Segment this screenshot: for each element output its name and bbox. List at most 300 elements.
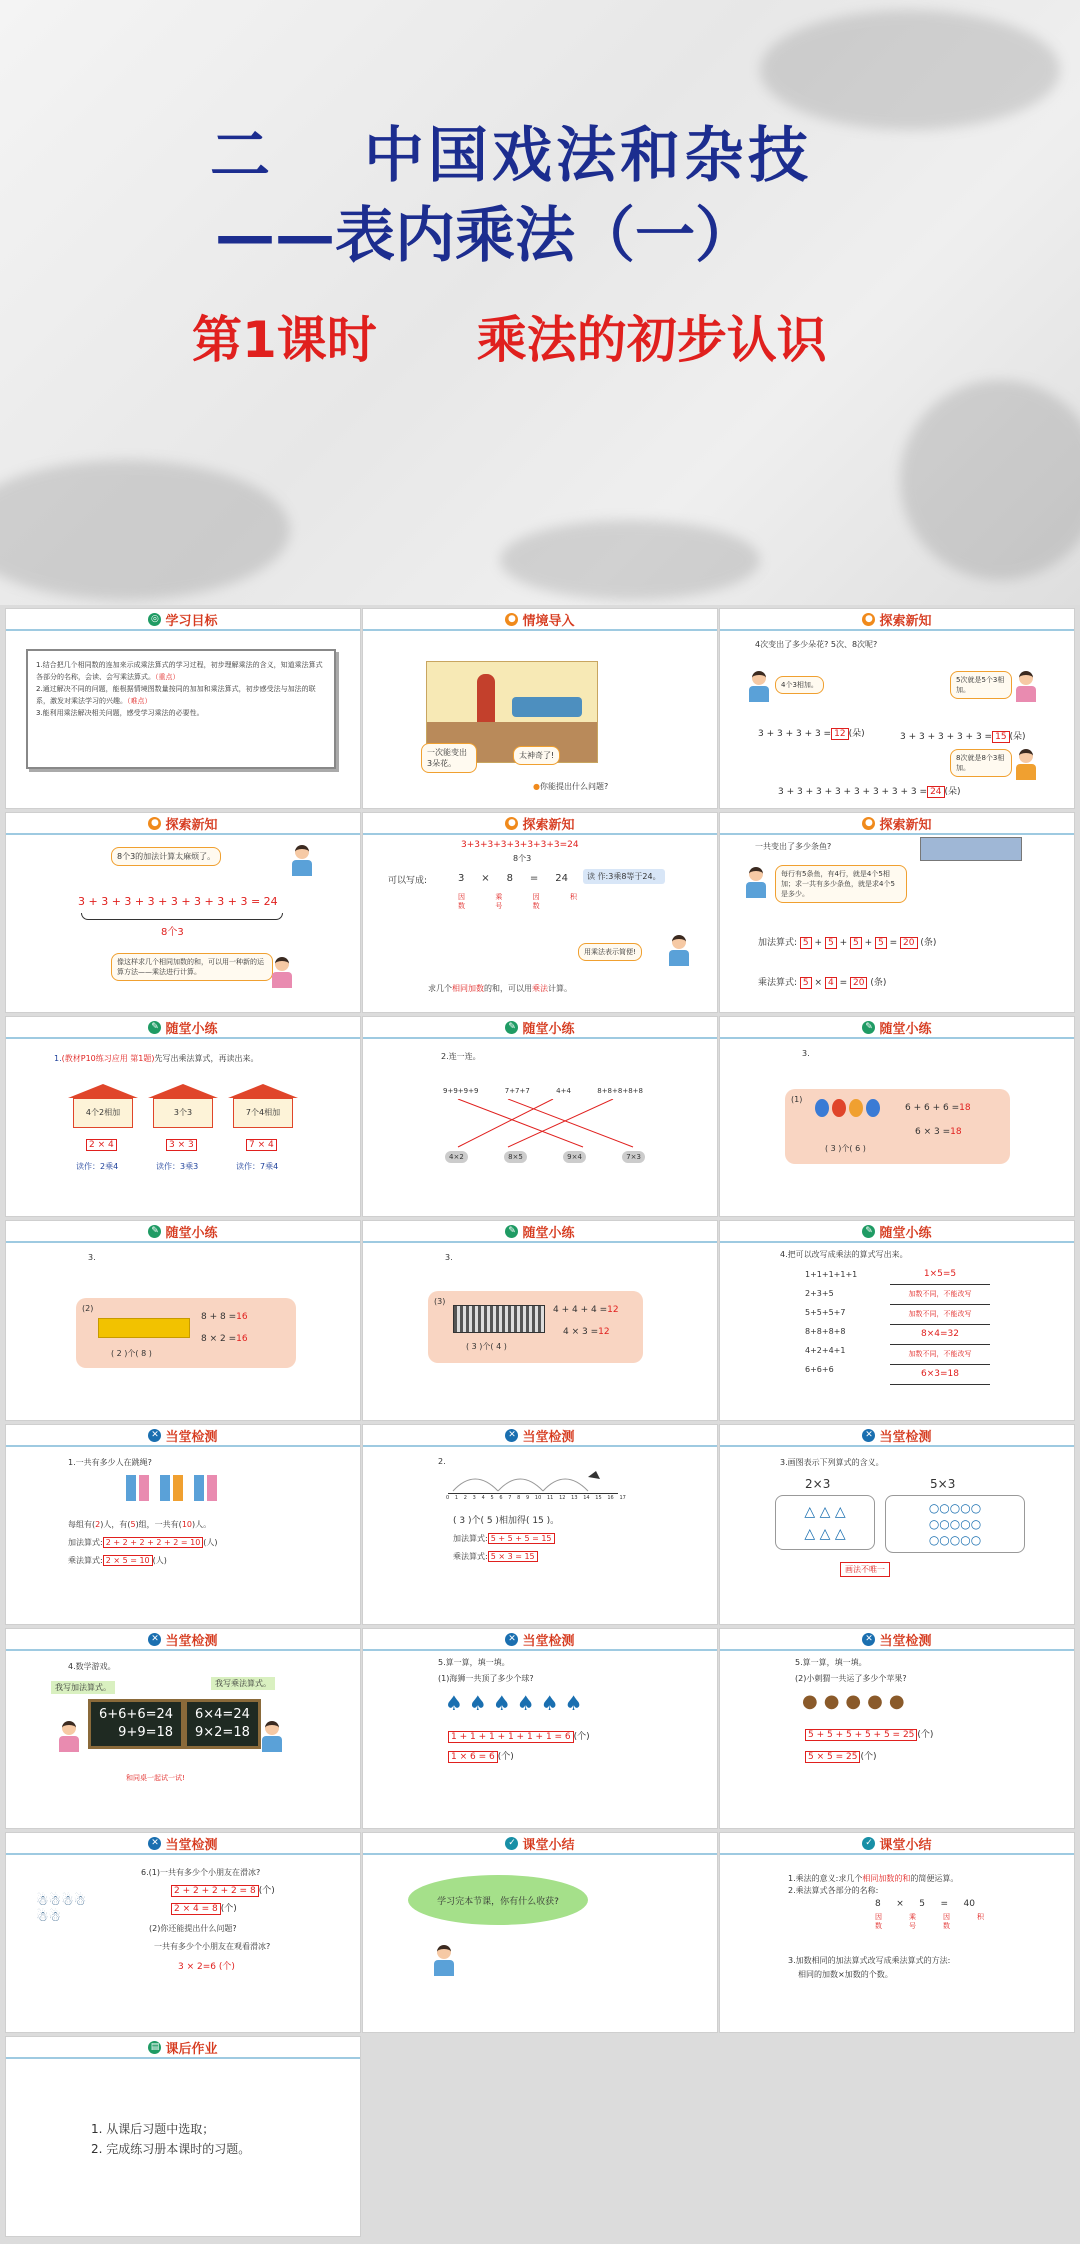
student-figure	[748, 671, 770, 703]
blackboard-multiplication	[184, 1699, 261, 1749]
answer-box: 24	[927, 786, 944, 798]
pencil-icon: ✎	[505, 1225, 518, 1238]
factor: 5	[919, 1899, 925, 1909]
tick: 4	[481, 1495, 485, 1501]
slide-header	[720, 1425, 1074, 1447]
summary-icon: ✓	[862, 1837, 875, 1850]
multiplication	[915, 1127, 962, 1137]
product: 40	[963, 1899, 975, 1909]
blocks-image	[98, 1318, 190, 1338]
slide-check-1[interactable]	[6, 1425, 360, 1624]
name: 因数	[875, 1913, 882, 1930]
header-title: 探索新知	[165, 817, 218, 833]
answer-box: 20	[850, 977, 867, 989]
name-product: 积	[569, 893, 577, 901]
tick: 9	[526, 1495, 530, 1501]
answer: 1×5=5	[890, 1265, 990, 1285]
expr: 8+8+8+8+8	[597, 1087, 643, 1095]
equals-sign: =	[529, 873, 539, 884]
unit: (个)	[573, 1732, 590, 1742]
question	[54, 1053, 259, 1064]
house-2	[148, 1084, 218, 1128]
eq: 8 + 8 =	[201, 1312, 237, 1322]
student-figure	[433, 1945, 455, 1977]
speech-bubble: 8次就是8个3相加。	[950, 749, 1012, 777]
question: 2.连一连。	[441, 1052, 481, 1061]
board-line: 9+9=18	[118, 1725, 174, 1740]
slide-header	[363, 1221, 717, 1243]
text: 求几个	[428, 984, 452, 993]
unit: (个)	[497, 1752, 514, 1762]
addition	[201, 1312, 248, 1322]
unit: (人)	[203, 1538, 218, 1547]
speech-bubble: 一次能变出3朵花。	[421, 743, 477, 773]
books-image	[453, 1305, 545, 1333]
part-names	[875, 1913, 985, 1931]
sub-number: (3)	[434, 1297, 446, 1306]
answer: 12	[607, 1305, 619, 1315]
header-title: 当堂检测	[165, 1429, 218, 1445]
speech-bubble: 用乘法表示简便!	[578, 943, 642, 961]
brace-label: 8个3	[513, 854, 532, 863]
slide-practice-2[interactable]	[363, 1017, 717, 1216]
goal-2: 2.通过解决不同的问题，能根据情境图数量按同的加加和乘法算式，初步感受法与加法的联系，激发对乘法学习的兴趣。	[36, 685, 316, 705]
slide-practice-4[interactable]	[6, 1221, 360, 1420]
tick: 11	[546, 1495, 554, 1501]
slide-intro[interactable]	[363, 609, 717, 808]
speech-bubble: 每行有5条鱼，有4行，就是4个5相加；求一共有多少条鱼，就是求4个5是多少。	[775, 865, 907, 903]
thought-cloud: 学习完本节课，你有什么收获?	[408, 1875, 588, 1925]
slide-explore-1[interactable]	[720, 609, 1074, 808]
house-label: 3个3	[153, 1098, 213, 1128]
text: 的和，可以用	[484, 984, 532, 993]
slide-practice-5[interactable]	[363, 1221, 717, 1420]
homework-item: 2. 完成练习册本课时的习题。	[91, 2142, 251, 2156]
eq: 6 + 6 + 6 =	[905, 1103, 960, 1113]
goals-box	[26, 649, 336, 769]
header-title: 探索新知	[879, 613, 932, 629]
tick: 0	[446, 1495, 450, 1501]
pencil-icon: ✎	[148, 1021, 161, 1034]
question: 3.	[802, 1049, 810, 1058]
check-icon: ✕	[148, 1429, 161, 1442]
answer: 2 + 2 + 2 + 2 + 2 = 10	[103, 1537, 204, 1548]
tick: 14	[583, 1495, 590, 1501]
tick: 10	[534, 1495, 542, 1501]
multiplication-row	[68, 1555, 167, 1566]
number-line	[448, 1493, 618, 1494]
expr: 9+9+9+9	[443, 1087, 479, 1095]
expr: 6+6+6	[805, 1365, 834, 1374]
answer: 2 + 2 + 2 + 2 = 8	[171, 1885, 259, 1897]
formula	[875, 1899, 975, 1909]
slide-header	[363, 1629, 717, 1651]
slide-header	[363, 1017, 717, 1039]
formula-1: 2 × 4	[86, 1139, 117, 1151]
unit-number: 二	[210, 121, 274, 191]
circles-drawing: ○○○○○ ○○○○○ ○○○○○	[885, 1495, 1025, 1553]
question: 3.	[445, 1253, 453, 1262]
question: 1.一共有多少人在跳绳?	[68, 1458, 152, 1467]
slide-check-7[interactable]	[6, 1833, 360, 2032]
eq: 4 × 3 =	[563, 1327, 599, 1337]
board-line: 6+6+6=24	[99, 1707, 174, 1722]
slide-header	[363, 1833, 717, 1855]
student-figure	[1015, 671, 1037, 703]
slide-summary-1[interactable]	[363, 1833, 717, 2032]
t: 每组有(	[68, 1520, 96, 1529]
tick: 7	[508, 1495, 512, 1501]
question: 5.算一算，填一填。	[795, 1658, 867, 1667]
sea-lions-image: ♠♠♠♠♠♠	[445, 1691, 589, 1715]
groups-label: ( 3 )个( 4 )	[466, 1342, 507, 1351]
goal-2-tag: （难点）	[127, 697, 152, 705]
question: 6.(1)一共有多少个小朋友在滑冰?	[141, 1868, 261, 1877]
cover-title-line1	[210, 108, 812, 194]
slide-header	[720, 1017, 1074, 1039]
speech-bubble: 我写乘法算式。	[211, 1677, 275, 1690]
unit: (个)	[258, 1886, 275, 1896]
sign: ×	[896, 1899, 904, 1909]
slide-header	[363, 609, 717, 631]
header-title: 当堂检测	[522, 1429, 575, 1445]
summary-1	[788, 1873, 958, 1884]
house-3	[228, 1084, 298, 1128]
formula-3: 7 × 4	[246, 1139, 277, 1151]
slide-goals[interactable]	[6, 609, 360, 808]
header-title: 当堂检测	[165, 1837, 218, 1853]
slide-check-2[interactable]	[363, 1425, 717, 1624]
slide-explore-3[interactable]	[363, 813, 717, 1012]
slide-header	[6, 609, 360, 631]
op: +	[839, 938, 848, 948]
unit: (个)	[860, 1752, 877, 1762]
q-source: (教材P10练习应用 第1题)	[61, 1054, 155, 1063]
unit: (朵)	[848, 729, 865, 739]
expr: 2+3+5	[805, 1289, 834, 1298]
student-figure	[261, 1721, 283, 1753]
label: 加法算式:	[453, 1534, 488, 1543]
multiplication-row	[453, 1551, 538, 1562]
pencil-icon: ✎	[862, 1021, 875, 1034]
expr: 4+4	[556, 1087, 571, 1095]
label: 加法算式:	[758, 938, 798, 948]
flame-icon: ●	[505, 613, 518, 626]
tick: 8	[517, 1495, 521, 1501]
label: 加法算式:	[68, 1538, 103, 1547]
q-text: 先写出乘法算式，再读出来。	[154, 1054, 259, 1063]
answer-box: 20	[900, 937, 917, 949]
unit: (朵)	[944, 787, 961, 797]
t: )人，有(	[100, 1520, 131, 1529]
eq: =	[940, 1899, 949, 1909]
balloon-panel	[785, 1089, 1010, 1164]
number-line-ticks	[446, 1495, 626, 1501]
write-as-label: 可以写成:	[388, 876, 428, 886]
slide-check-4[interactable]	[6, 1629, 360, 1828]
answer-box: 5	[850, 937, 862, 949]
groups-label: ( 3 )个( 6 )	[825, 1144, 866, 1153]
addition-row	[68, 1537, 218, 1548]
tick: 17	[619, 1495, 626, 1501]
slide-practice-3[interactable]	[720, 1017, 1074, 1216]
question: 4.数学游戏。	[68, 1662, 116, 1671]
brace-label: 8个3	[161, 927, 184, 938]
header-title: 随堂小练	[522, 1021, 575, 1037]
prompt: 和同桌一起试一试!	[126, 1774, 185, 1782]
multiply-sign: ×	[481, 873, 490, 884]
header-title: 随堂小练	[879, 1225, 932, 1241]
multiplication-row	[805, 1749, 876, 1762]
brace	[81, 913, 283, 920]
answer: 3 × 2=6 (个)	[178, 1962, 235, 1972]
answer-box: 12	[831, 728, 848, 740]
equation-4	[758, 726, 865, 739]
homework-item: 1. 从课后习题中选取；	[91, 2122, 215, 2136]
eq: 4 + 4 + 4 =	[553, 1305, 608, 1315]
addition-equation: 3 + 3 + 3 + 3 + 3 + 3 + 3 + 3 = 24	[78, 895, 278, 908]
board-line: 6×4=24	[195, 1707, 250, 1722]
product-stones	[445, 1151, 645, 1163]
unit-title: 中国戏法和杂技	[364, 121, 812, 191]
check-icon: ✕	[148, 1633, 161, 1646]
part-names	[458, 893, 578, 911]
stone: 4×2	[445, 1151, 468, 1163]
equation-8	[778, 784, 961, 797]
check-icon: ✕	[505, 1633, 518, 1646]
answer: 5 + 5 + 5 = 15	[488, 1533, 555, 1544]
answer: 5 + 5 + 5 + 5 + 5 = 25	[805, 1729, 917, 1741]
summary-2: 2.乘法算式各部分的名称:	[788, 1886, 879, 1895]
slide-check-5[interactable]	[363, 1629, 717, 1828]
answer: 2 × 5 = 10	[103, 1555, 153, 1566]
slide-header	[6, 2037, 360, 2059]
cover-title-line2: ——表内乘法（一）	[215, 201, 755, 271]
addition	[553, 1305, 619, 1315]
homework-list	[91, 2119, 250, 2159]
slide-summary-2[interactable]	[720, 1833, 1074, 2032]
sub-question: (2)小刺猬一共运了多少个苹果?	[795, 1674, 907, 1683]
tick: 13	[571, 1495, 578, 1501]
slide-explore-4[interactable]	[720, 813, 1074, 1012]
book-icon: ▤	[148, 2041, 161, 2054]
speech-bubble: 我写加法算式。	[51, 1681, 115, 1694]
pencil-icon: ✎	[505, 1021, 518, 1034]
slide-header	[6, 1221, 360, 1243]
student-figure	[1015, 749, 1037, 781]
name: 乘号	[909, 1913, 916, 1930]
question-icon: ●	[533, 782, 540, 791]
question: 3.画图表示下列算式的含义。	[780, 1458, 884, 1467]
jumps-arc	[448, 1467, 628, 1495]
unit: (条)	[920, 938, 937, 948]
stone: 8×5	[504, 1151, 527, 1163]
unit: (个)	[220, 1904, 237, 1914]
slide-practice-6[interactable]	[720, 1221, 1074, 1420]
op: +	[814, 938, 823, 948]
slide-homework[interactable]	[6, 2037, 360, 2236]
stone: 9×4	[563, 1151, 586, 1163]
house-label: 4个2相加	[73, 1098, 133, 1128]
label: 乘法算式:	[68, 1556, 103, 1565]
tick: 1	[454, 1495, 459, 1501]
addition-row	[171, 1883, 275, 1896]
answer: 加数不同，不能改写	[890, 1305, 990, 1325]
answer: 2 × 4 = 8	[171, 1903, 221, 1915]
speech-bubble: 太神奇了!	[513, 746, 560, 765]
slide-header	[720, 609, 1074, 631]
pencil-icon: ✎	[148, 1225, 161, 1238]
right-answers	[890, 1265, 990, 1385]
goal-3: 3.能利用乘法解决相关问题，感受学习乘法的必要性。	[36, 709, 204, 717]
header-title: 课堂小结	[879, 1837, 932, 1853]
tick: 5	[490, 1495, 494, 1501]
label: 乘法算式:	[758, 978, 798, 988]
lesson-number: 第1课时	[192, 311, 377, 369]
slide-header	[6, 813, 360, 835]
house-label: 7个4相加	[233, 1098, 293, 1128]
reading-3: 读作：7乘4	[236, 1162, 279, 1171]
bulb-icon: ●	[148, 817, 161, 830]
question: 4次变出了多少朵花? 5次、8次呢?	[755, 640, 878, 649]
eq: 8 × 2 =	[201, 1334, 237, 1344]
slide-check-6[interactable]	[720, 1629, 1074, 1828]
triangles-drawing: △ △ △ △ △ △	[775, 1495, 875, 1550]
rewrite-table	[720, 1243, 1074, 1420]
answer: 1 + 1 + 1 + 1 + 1 + 1 = 6	[448, 1731, 574, 1743]
answer: 5 × 5 = 25	[805, 1751, 860, 1763]
answer: 18	[950, 1127, 962, 1137]
a: 5	[130, 1520, 136, 1529]
slide-explore-2[interactable]	[6, 813, 360, 1012]
addition-equation: 3+3+3+3+3+3+3+3=24	[461, 840, 579, 850]
name-sign: 乘号	[495, 893, 503, 910]
books-panel	[428, 1291, 643, 1363]
answer: 加数不同，不能改写	[890, 1345, 990, 1365]
name-factor: 因数	[532, 893, 540, 910]
jump-rope-image	[126, 1475, 256, 1505]
house-1	[68, 1084, 138, 1128]
check-icon: ✕	[505, 1429, 518, 1442]
tick: 3	[472, 1495, 476, 1501]
tick: 15	[595, 1495, 602, 1501]
unit: (人)	[152, 1556, 167, 1565]
header-title: 探索新知	[879, 817, 932, 833]
product: 24	[555, 873, 568, 884]
header-title: 学习目标	[165, 613, 218, 629]
target-icon: ◎	[148, 613, 161, 626]
header-title: 课堂小结	[522, 1837, 575, 1853]
slide-header	[6, 1833, 360, 1855]
text: 计算。	[548, 984, 572, 993]
speech-bubble: 5次就是5个3相加。	[950, 671, 1012, 699]
slide-header	[6, 1425, 360, 1447]
formula-1: 2×3	[805, 1477, 831, 1491]
expr: 4+2+4+1	[805, 1346, 846, 1355]
formula-2: 5×3	[930, 1477, 956, 1491]
equation-5	[900, 729, 1026, 742]
answer: 8×4=32	[890, 1325, 990, 1345]
student-figure	[745, 867, 767, 899]
student-figure	[58, 1721, 80, 1753]
answer: 5 × 3 = 15	[488, 1551, 538, 1562]
unit: (条)	[870, 978, 887, 988]
left-expressions	[805, 1265, 857, 1379]
bulb-icon: ●	[862, 613, 875, 626]
bulb-icon: ●	[505, 817, 518, 830]
teacher-figure	[271, 957, 293, 989]
factor: 8	[506, 873, 513, 884]
addition-row	[805, 1727, 933, 1740]
header-title: 随堂小练	[522, 1225, 575, 1241]
answer-box: 4	[825, 977, 837, 989]
tick: 16	[607, 1495, 614, 1501]
question: 一共变出了多少条鱼?	[755, 842, 832, 851]
reading: 读 作:3乘8等于24。	[583, 869, 665, 884]
a: 2	[95, 1520, 101, 1529]
slide-header	[363, 1425, 717, 1447]
header-title: 情境导入	[522, 613, 575, 629]
op: ×	[814, 978, 823, 988]
answer-box: 5	[800, 937, 812, 949]
question: 4.把可以改写成乘法的算式写出来。	[780, 1250, 908, 1259]
factor: 3	[458, 873, 465, 884]
sentence	[68, 1519, 211, 1530]
multiplication	[563, 1327, 610, 1337]
header-title: 随堂小练	[879, 1021, 932, 1037]
eq-text: 3 + 3 + 3 + 3 + 3 =	[900, 732, 993, 742]
op: =	[889, 938, 898, 948]
factor: 8	[875, 1899, 881, 1909]
slide-check-3[interactable]	[720, 1425, 1074, 1624]
speech-bubble: 8个3的加法计算太麻烦了。	[111, 847, 221, 866]
balloons-image	[815, 1099, 885, 1129]
name-factor: 因数	[458, 893, 465, 910]
multiplication-row	[758, 975, 886, 988]
answer: 16	[236, 1312, 248, 1322]
eq: 6 × 3 =	[915, 1127, 951, 1137]
slide-practice-1[interactable]	[6, 1017, 360, 1216]
a: 10	[181, 1520, 192, 1529]
matching-lines	[443, 1099, 643, 1149]
header-title: 当堂检测	[879, 1633, 932, 1649]
blocks-panel	[76, 1298, 296, 1368]
header-title: 课后作业	[165, 2041, 218, 2057]
multiplication-equation	[458, 873, 568, 884]
answer-box: 5	[875, 937, 887, 949]
question: 2.	[438, 1457, 446, 1466]
highlight: 乘法	[532, 984, 548, 993]
unit: (朵)	[1009, 732, 1026, 742]
t: 1.乘法的意义:求几个	[788, 1874, 863, 1883]
answer: 1 × 6 = 6	[448, 1751, 498, 1763]
lesson-title: 乘法的初步认识	[476, 311, 827, 369]
hl: 相同加数的和	[862, 1874, 911, 1883]
summary-3: 3.加数相同的加法算式改写成乘法算式的方法:	[788, 1956, 951, 1965]
conclusion	[428, 983, 572, 994]
eq-text: 3 + 3 + 3 + 3 + 3 + 3 + 3 + 3 =	[778, 787, 928, 797]
tick: 6	[499, 1495, 503, 1501]
op: +	[864, 938, 873, 948]
skaters-image: ☃☃☃☃ ☃☃	[36, 1893, 87, 1925]
slide-header	[720, 1221, 1074, 1243]
t: )人。	[192, 1520, 212, 1529]
addition-row	[758, 935, 936, 948]
label: 乘法算式:	[453, 1552, 488, 1561]
answer-box: 5	[800, 977, 812, 989]
sub-question: 一共有多少个小朋友在观看滑冰?	[154, 1942, 271, 1951]
multiplication	[201, 1334, 248, 1344]
